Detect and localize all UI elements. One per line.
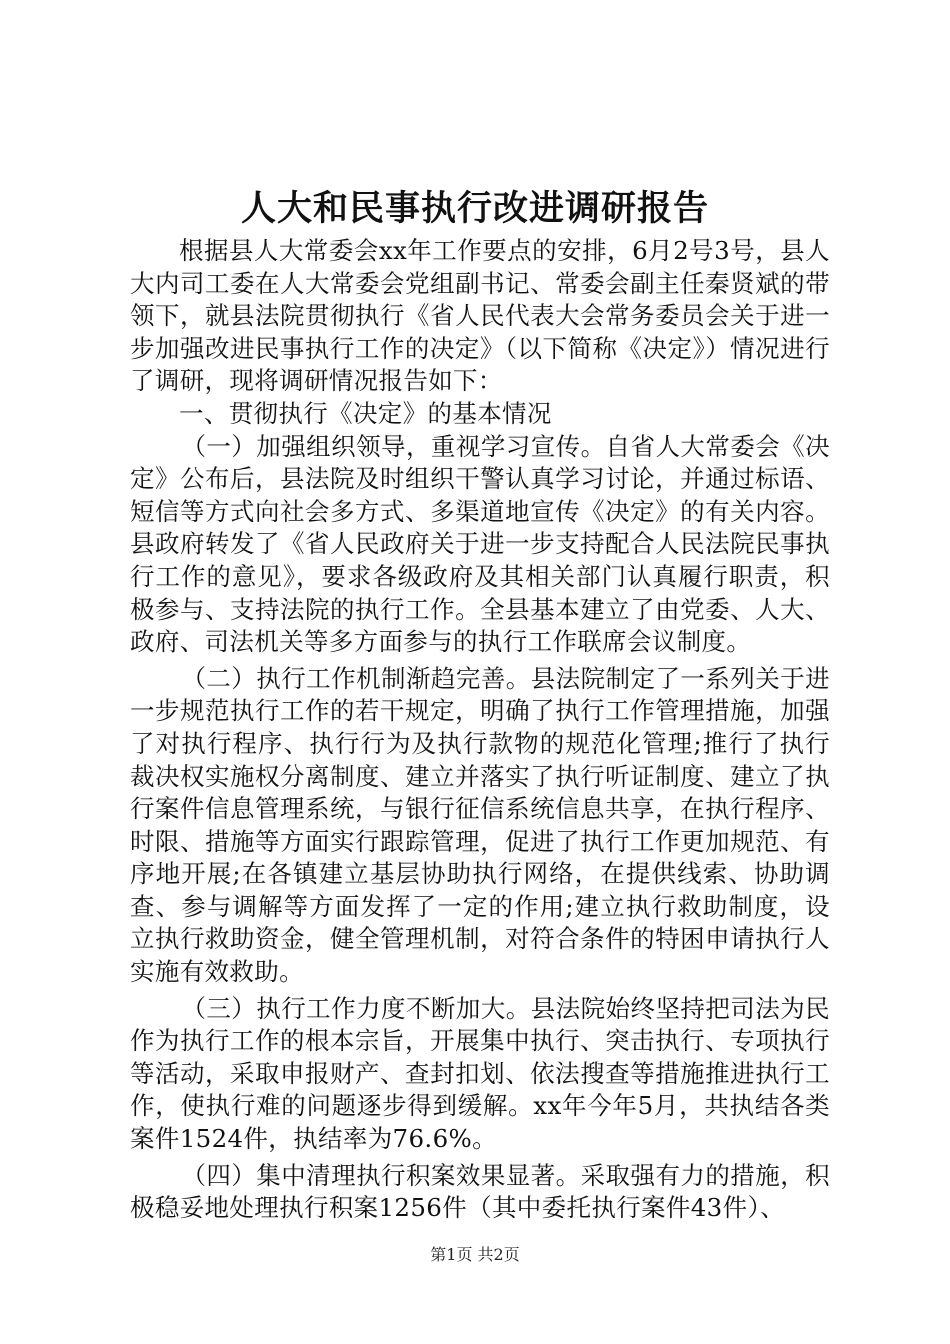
page-number-footer: 第1页 共2页: [430, 1245, 520, 1264]
subsection-paragraph-3: （三）执行工作力度不断加大。县法院始终坚持把司法为民作为执行工作的根本宗旨，开展集中执行、突击执行、专项执行等活动，采取申报财产、查封扣划、依法搜查等措施推进执行工作，使执行难的问题逐步得到缓解。xx年今年5月，共执结各类案件1524件，执结率为76.6%。: [130, 993, 830, 1154]
subsection-paragraph-2: （二）执行工作机制渐趋完善。县法院制定了一系列关于进一步规范执行工作的若干规定，明确了执行工作管理措施，加强了对执行程序、执行行为及执行款物的规范化管理;推行了执行裁决权实施权分离制度、建立并落实了执行听证制度、建立了执行案件信息管理系统，与银行征信系统信息共享，在执行程序、时限、措施等方面实行跟踪管理，促进了执行工作更加规范、有序地开展;在各镇建立基层协助执行网络，在提供线索、协助调查、参与调解等方面发挥了一定的作用;建立执行救助制度，设立执行救助资金，健全管理机制，对符合条件的特困申请执行人实施有效救助。: [130, 663, 830, 987]
document-title: 人大和民事执行改进调研报告: [240, 188, 709, 229]
intro-paragraph: 根据县人大常委会xx年工作要点的安排，6月2号3号，县人大内司工委在人大常委会党组副书记、常委会副主任秦贤斌的带领下，就县法院贯彻执行《省人民代表大会常务委员会关于进一步加强改进民事执行工作的决定》（以下简称《决定》）情况进行了调研，现将调研情况报告如下：: [130, 236, 830, 396]
document-body: [130, 235, 830, 1225]
section-heading: 一、贯彻执行《决定》的基本情况: [179, 398, 552, 428]
subsection-paragraph-1: （一）加强组织领导，重视学习宣传。自省人大常委会《决定》公布后，县法院及时组织干警认真学习讨论，并通过标语、短信等方式向社会多方式、多渠道地宣传《决定》的有关内容。县政府转发了《省人民政府关于进一步支持配合人民法院民事执行工作的意见》，要求各级政府及其相关部门认真履行职责，积极参与、支持法院的执行工作。全县基本建立了由党委、人大、政府、司法机关等多方面参与的执行工作联席会议制度。: [130, 431, 830, 657]
subsection-paragraph-4: （四）集中清理执行积案效果显著。采取强有力的措施，积极稳妥地处理执行积案1256件（其中委托执行案件43件）、: [130, 1160, 830, 1223]
